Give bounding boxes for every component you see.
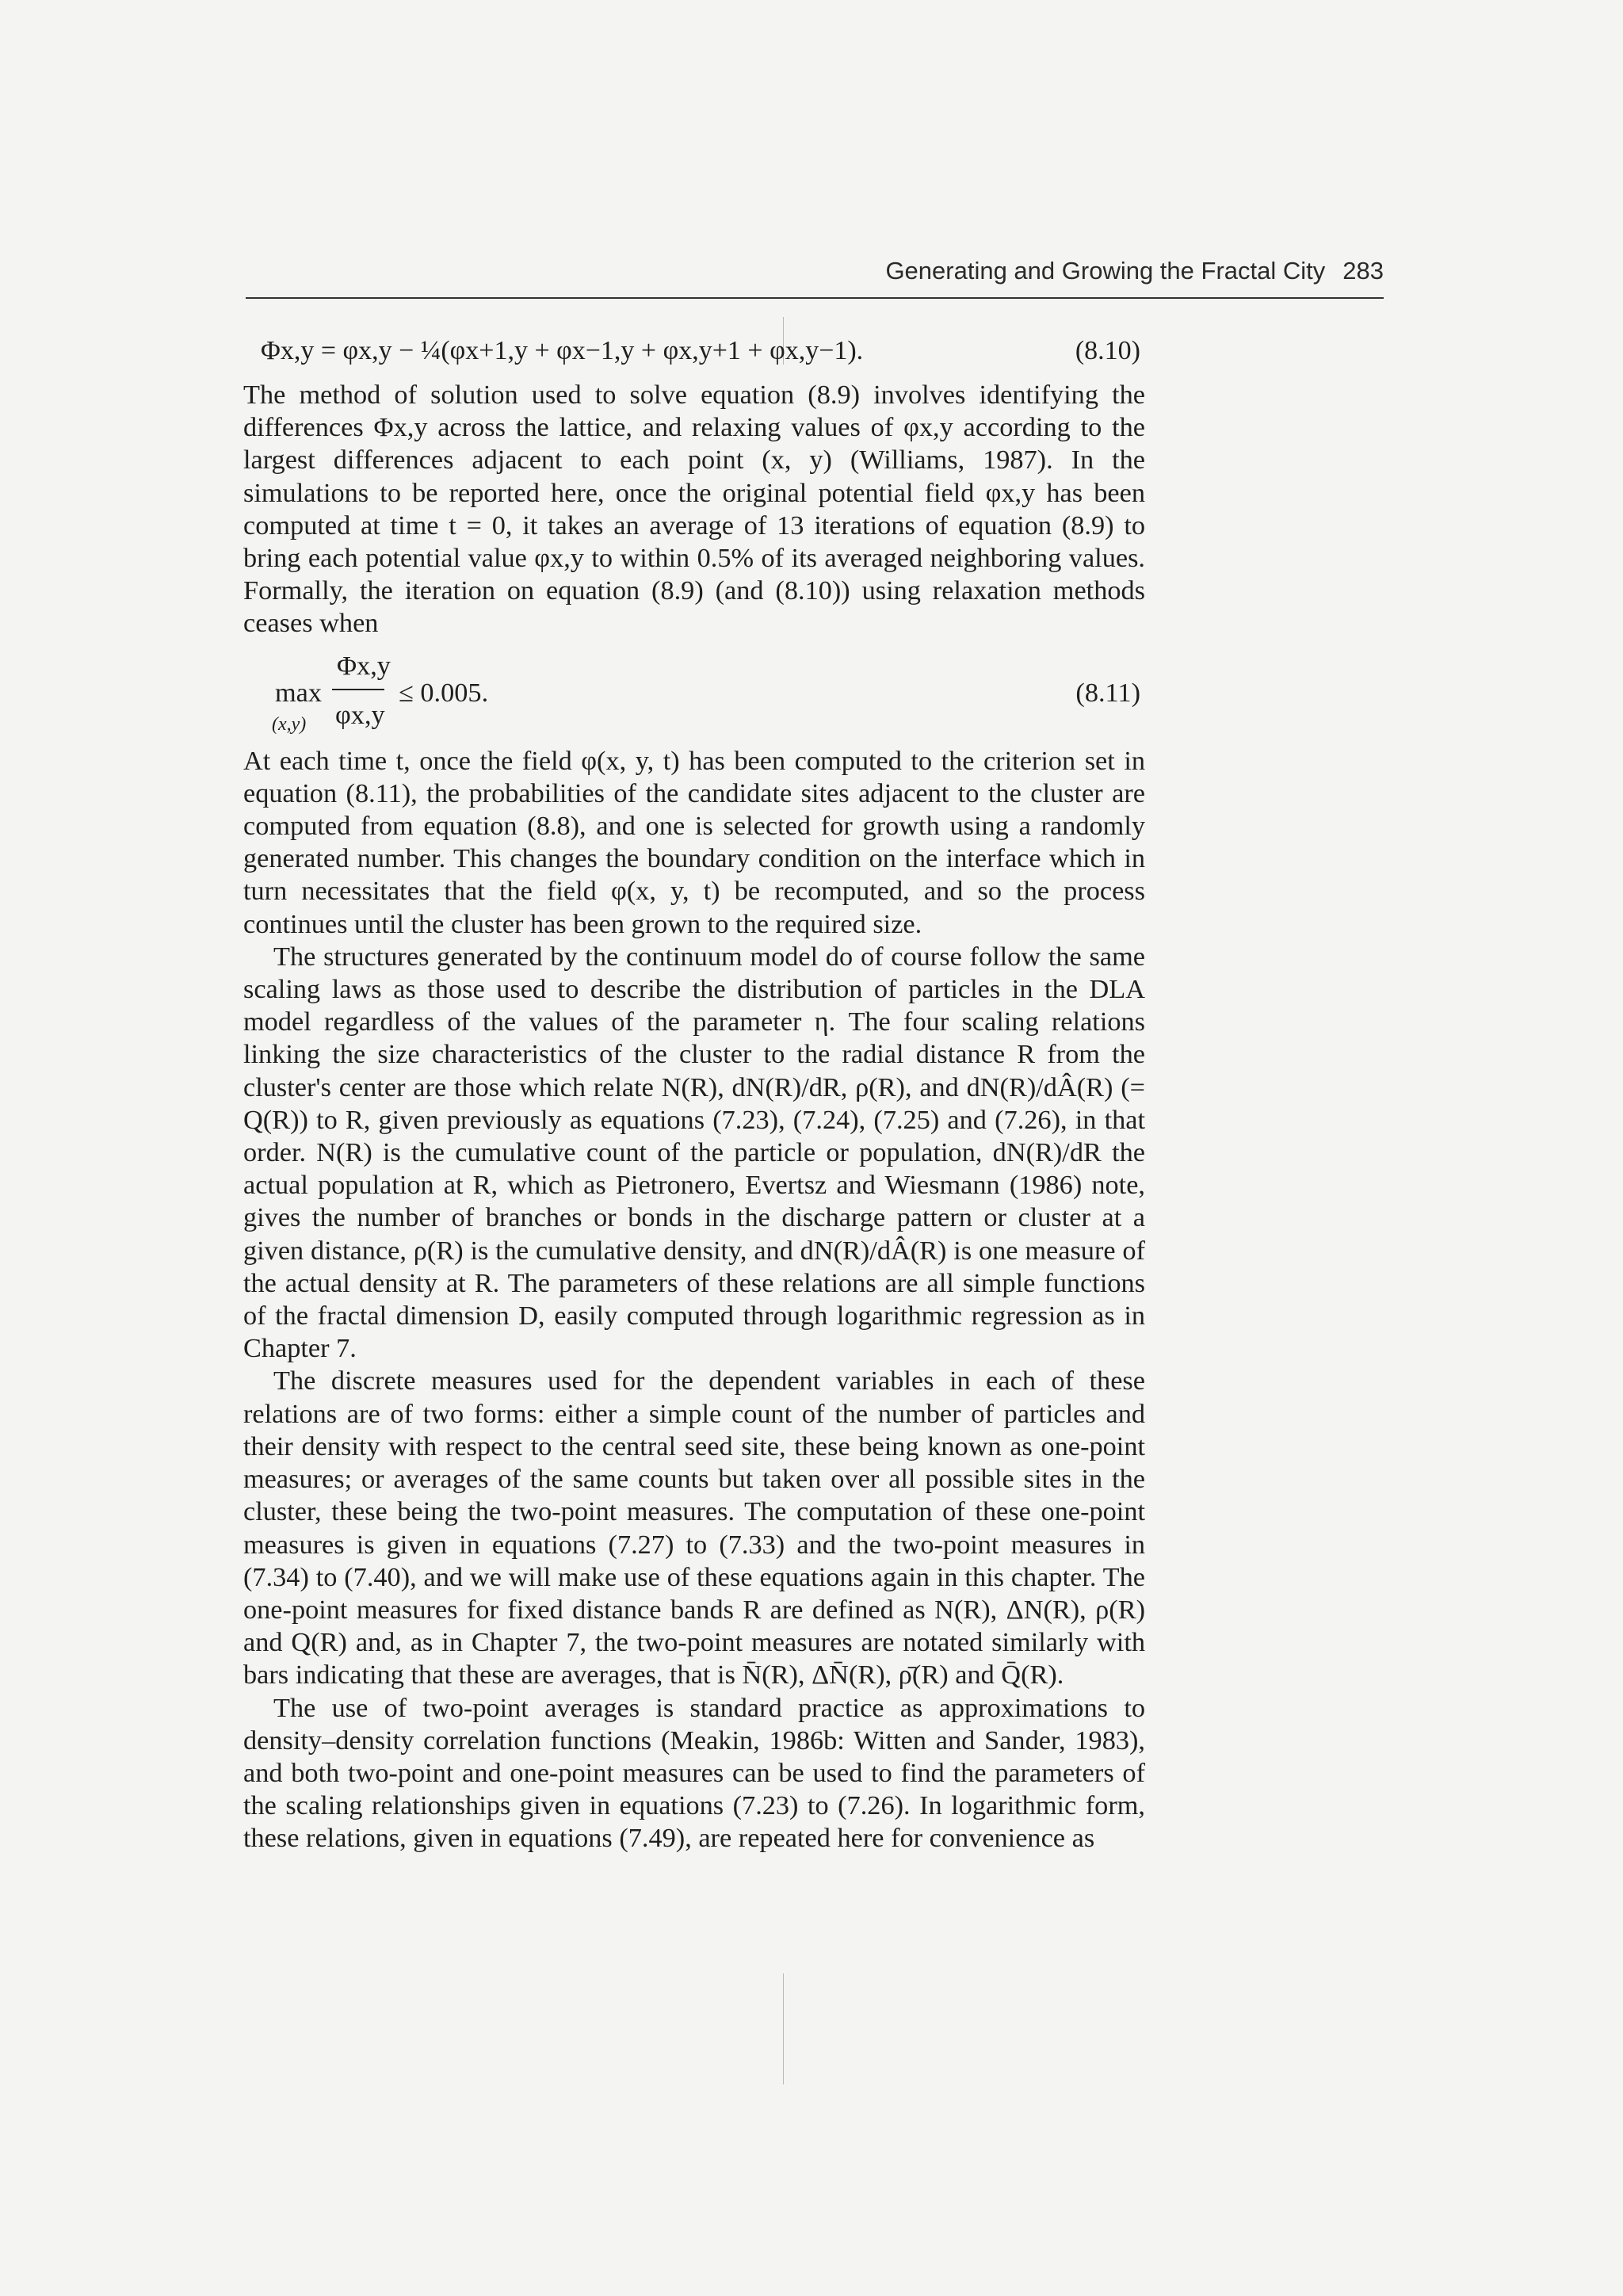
page-number: 283	[1342, 257, 1384, 285]
fraction-denominator: φx,y	[335, 699, 385, 730]
body-text	[243, 331, 1145, 1855]
equation-8-10	[243, 331, 1145, 379]
max-subscript: (x,y)	[272, 713, 307, 735]
fraction-numerator: Φx,y	[337, 650, 391, 681]
header-rule	[246, 297, 1384, 299]
paragraph: The use of two-point averages is standard practice as approximations to density–density correlation functions (Meakin, 1986b: Witten and Sander, 1983), and both two-point and one-point measures can be used to find the parameters of the scaling relationships given in equations (7.23) to (7.26). In logarithmic form, these relations, given in equations (7.49), are repeated here for convenience as	[243, 1692, 1145, 1854]
paragraph: The method of solution used to solve equation (8.9) involves identifying the differences Φx,y across the lattice, and relaxing values of φx,y according to the largest differences adjacent to each point (x, y) (Williams, 1987). In the simulations to be reported here, once the original potential field φx,y has been computed at time t = 0, it takes an average of 13 iterations of equation (8.9) to bring each potential value φx,y to within 0.5% of its averaged neighboring values. Formally, the iteration on equation (8.9) (and (8.10)) using relaxation methods ceases when	[243, 380, 1145, 639]
running-title: Generating and Growing the Fractal City	[885, 257, 1326, 285]
equation-8-11-number: (8.11)	[1075, 677, 1140, 708]
equation-8-11-relation: ≤ 0.005.	[399, 677, 489, 708]
paragraph: At each time t, once the field φ(x, y, t) has been computed to the criterion set in equation (8.11), the probabilities of the candidate sites adjacent to the cluster are computed from equation (8.8), and one is selected for growth using a randomly generated number. This changes the boundary condition on the interface which in turn necessitates that the field φ(x, y, t) be recomputed, and so the process continues until the cluster has been grown to the required size.	[243, 745, 1145, 939]
fraction-bar	[332, 689, 384, 690]
running-head	[246, 255, 1384, 287]
paragraph: The discrete measures used for the dependent variables in each of these relations are of two forms: either a simple count of the number of particles and their density with respect to the central seed site, these being known as one-point measures; or averages of the same counts but taken over all possible sites in the cluster, these being the two-point measures. The computation of these one-point measures is given in equations (7.27) to (7.33) and the two-point measures in (7.34) to (7.40), and we will make use of these equations again in this chapter. The one-point measures for fixed distance bands R are defined as N(R), ΔN(R), ρ(R) and Q(R) and, as in Chapter 7, the two-point measures are notated similarly with bars indicating that these are averages, that is N̄(R), ΔN̄(R), ρ̄(R) and Q̄(R).	[243, 1366, 1145, 1690]
scan-gutter-mark	[783, 1973, 784, 2084]
equation-8-10-number: (8.10)	[1075, 336, 1140, 365]
paragraph: The structures generated by the continuum model do of course follow the same scaling laws as those used to describe the distribution of particles in the DLA model regardless of the values of the parameter η. The four scaling relations linking the size characteristics of the cluster to the radial distance R from the cluster's center are those which relate N(R), dN(R)/dR, ρ(R), and dN(R)/dÂ(R) (= Q(R)) to R, given previously as equations (7.23), (7.24), (7.25) and (7.26), in that order. N(R) is the cumulative count of the particle or population, dN(R)/dR the actual population at R, which as Pietronero, Evertsz and Wiesmann (1986) note, gives the number of branches or bonds in the discharge pattern or cluster at a given distance, ρ(R) is the cumulative density, and dN(R)/dÂ(R) is one measure of the actual density at R. The parameters of these relations are all simple functions of the fractal dimension D, easily computed through logarithmic regression as in Chapter 7.	[243, 941, 1145, 1364]
max-operator: max	[275, 677, 323, 708]
equation-8-11	[243, 645, 1145, 739]
equation-8-10-formula: Φx,y = φx,y − ¼(φx+1,y + φx−1,y + φx,y+1 + φx,y−1).	[261, 336, 864, 365]
